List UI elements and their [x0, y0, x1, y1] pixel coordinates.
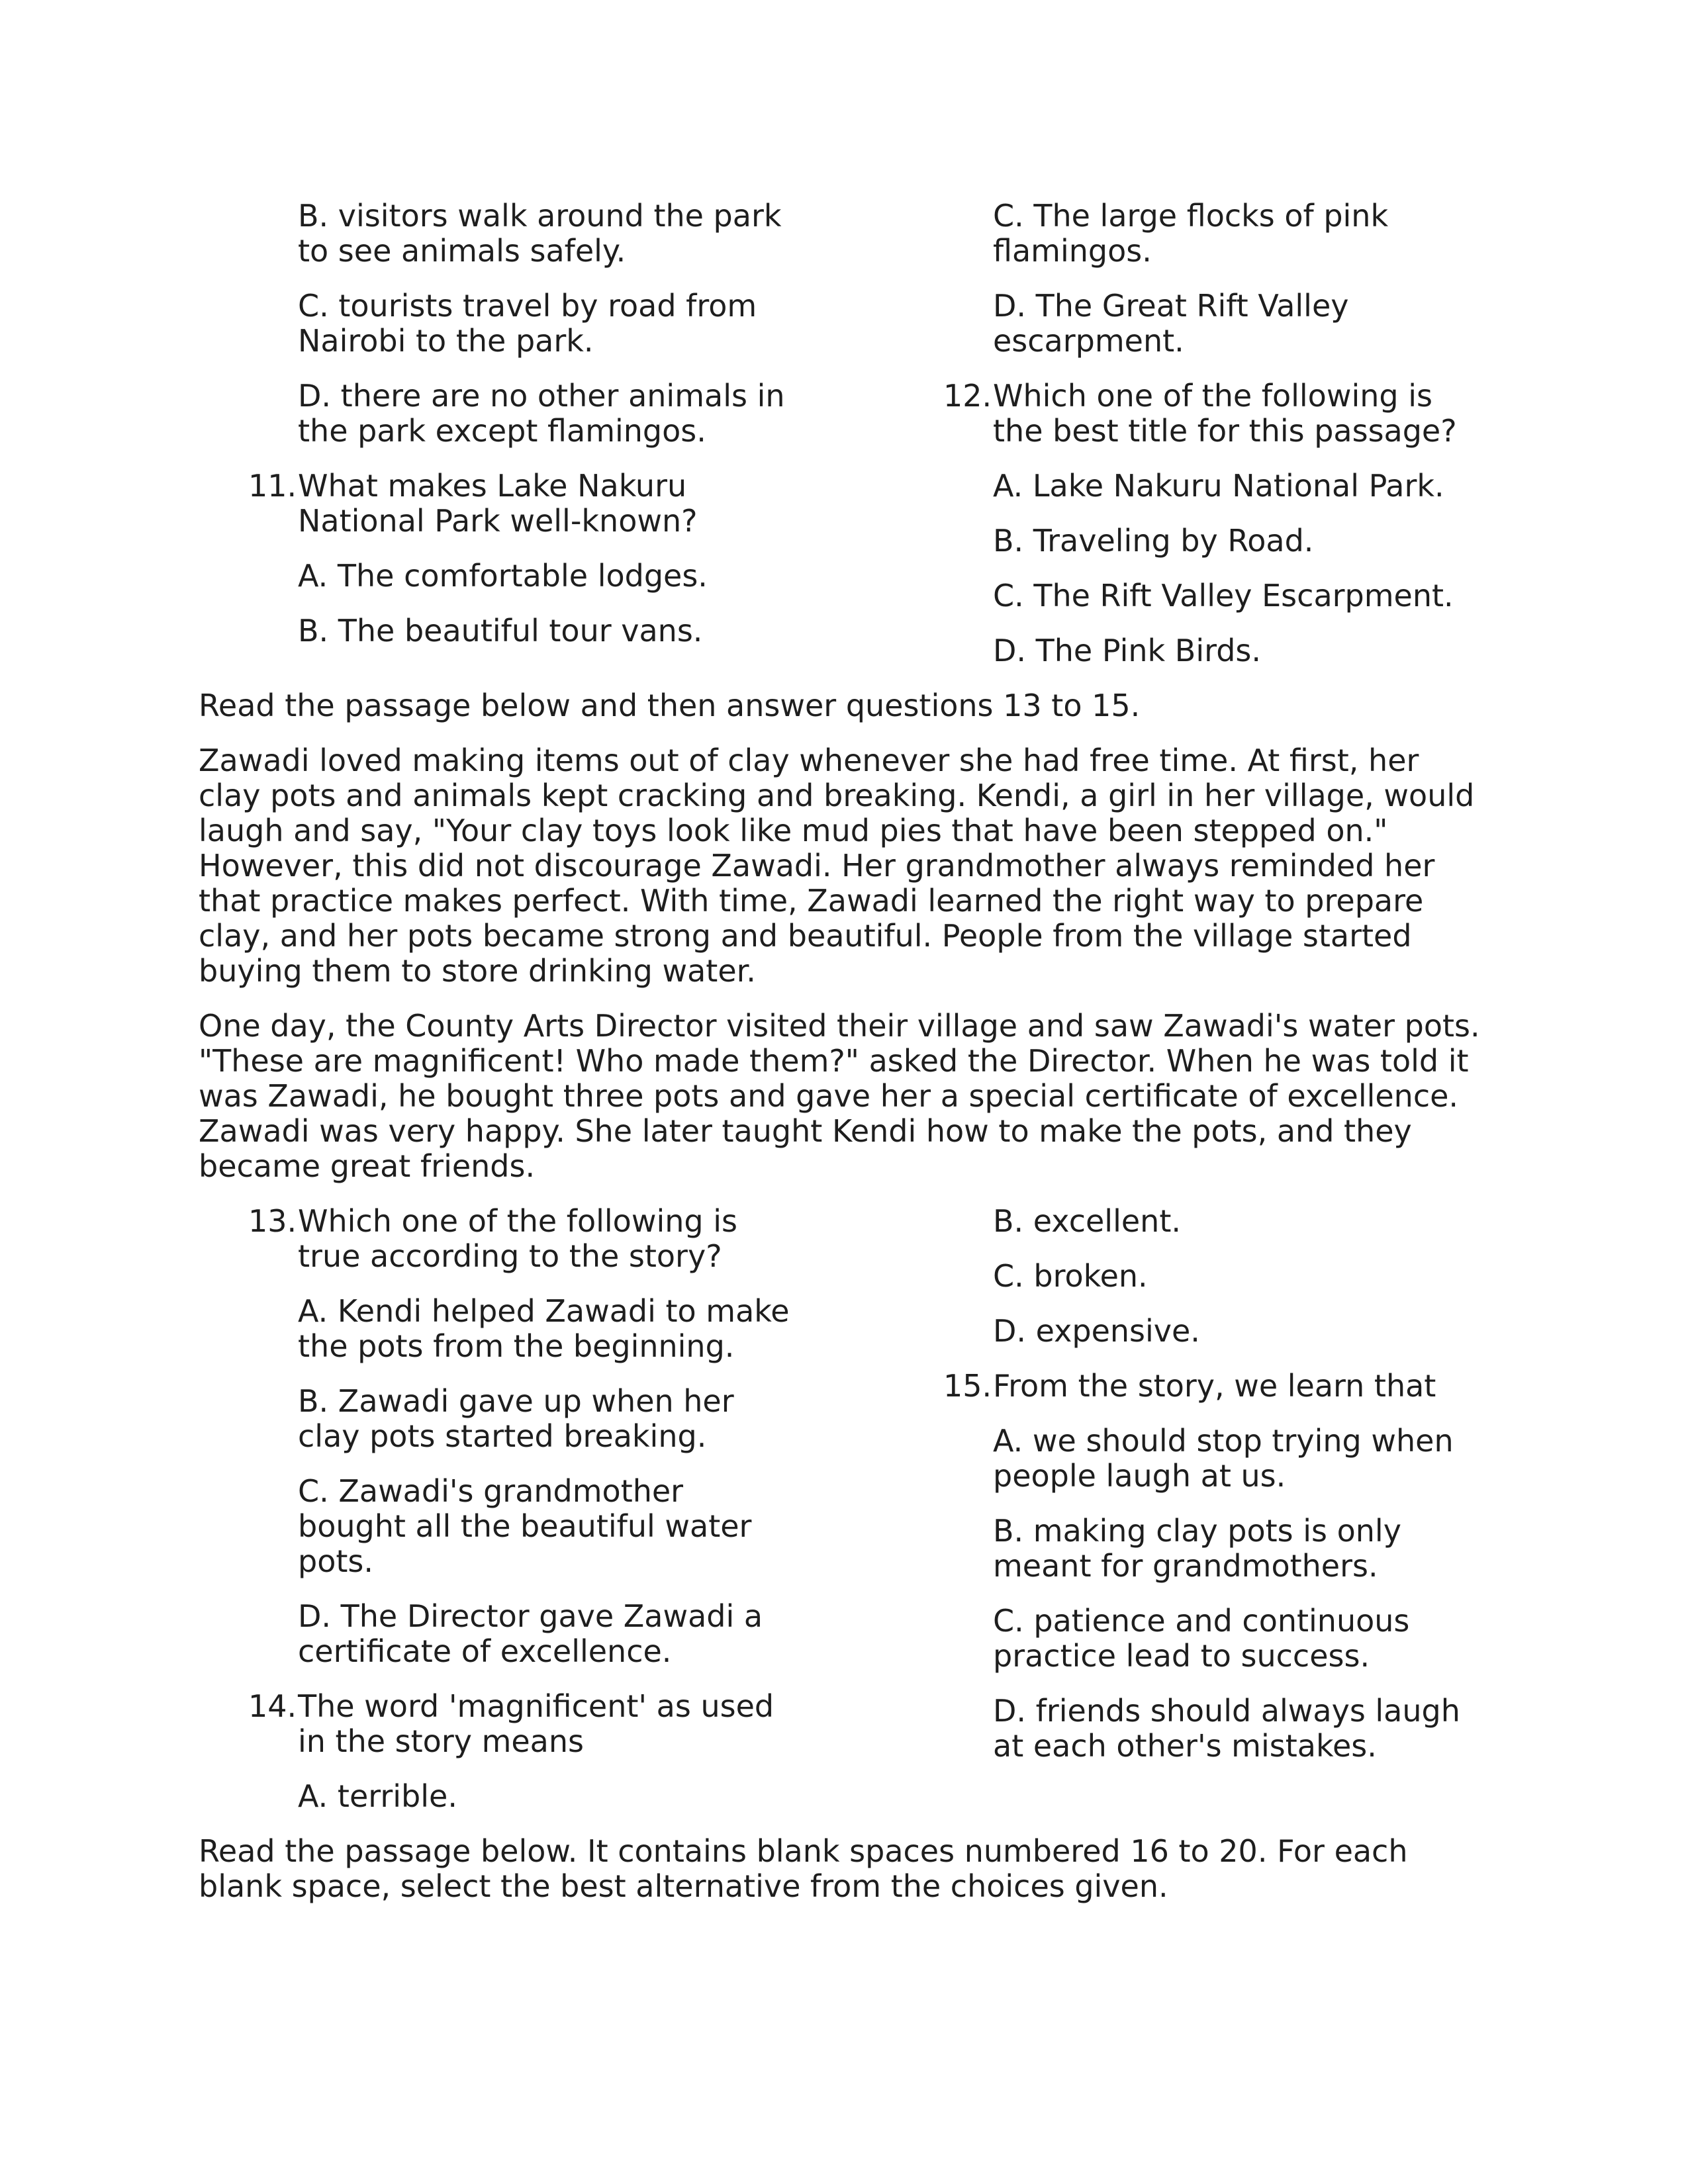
- q13-option-b: B. Zawadi gave up when her clay pots started breaking.: [298, 1383, 734, 1454]
- instruction-13-15: Read the passage below and then answer questions 13 to 15.: [199, 688, 1141, 723]
- q14-option-a: A. terrible.: [298, 1778, 457, 1814]
- q11-option-d: D. The Great Rift Valley escarpment.: [993, 288, 1349, 359]
- left-column: [199, 1204, 794, 1834]
- passage-paragraph-1: Zawadi loved making items out of clay whenever she had free time. At first, her clay pots and animals kept cracking and breaking. Kendi, a girl in her village, would laugh and say, "Your clay toys look like mud pies that have been stepped on." However, this did not discourage Zawadi. Her grandmother always reminded her that practice makes perfect. With time, Zawadi learned the right way to prepare clay, and her pots became strong and beautiful. People from the village started buying them to store drinking water.: [199, 743, 1475, 989]
- exam-page: [199, 199, 1489, 1924]
- question-number: 12.: [943, 378, 992, 414]
- question-11: [199, 469, 794, 539]
- q15-option-d: D. friends should always laugh at each other's mistakes.: [993, 1693, 1460, 1764]
- question-12: [894, 379, 1489, 449]
- q14-option-d: D. expensive.: [993, 1313, 1200, 1349]
- q15-option-c: C. patience and continuous practice lead to success.: [993, 1603, 1410, 1674]
- question-number: 13.: [248, 1203, 297, 1239]
- q13-option-c: C. Zawadi's grandmother bought all the beautiful water pots.: [298, 1473, 752, 1579]
- q12-option-b: B. Traveling by Road.: [993, 523, 1314, 559]
- question-text: From the story, we learn that: [993, 1368, 1436, 1404]
- question-14: [199, 1689, 794, 1759]
- right-column: [894, 199, 1489, 688]
- questions-10-12-columns: [199, 199, 1489, 688]
- q13-option-a: A. Kendi helped Zawadi to make the pots from the beginning.: [298, 1293, 790, 1364]
- q10-option-c: C. tourists travel by road from Nairobi to the park.: [298, 288, 757, 359]
- question-number: 15.: [943, 1368, 992, 1404]
- question-number: 11.: [248, 468, 297, 504]
- question-13: [199, 1204, 794, 1274]
- question-text: What makes Lake Nakuru National Park well-known?: [298, 468, 698, 539]
- q12-option-a: A. Lake Nakuru National Park.: [993, 468, 1444, 504]
- q15-option-b: B. making clay pots is only meant for grandmothers.: [993, 1513, 1401, 1584]
- q15-option-a: A. we should stop trying when people laugh at us.: [993, 1423, 1454, 1494]
- question-text: The word 'magnificent' as used in the story means: [298, 1688, 774, 1759]
- q11-option-b: B. The beautiful tour vans.: [298, 613, 703, 649]
- passage-paragraph-2: One day, the County Arts Director visited their village and saw Zawadi's water pots. "These are magnificent! Who made them?" asked the Director. When he was told it was Zawadi, he bought three pots and gave her a special certificate of excellence. Zawadi was very happy. She later taught Kendi how to make the pots, and they became great friends.: [199, 1008, 1480, 1184]
- left-column: [199, 199, 794, 688]
- questions-13-15-columns: [199, 1204, 1489, 1834]
- q11-option-a: A. The comfortable lodges.: [298, 558, 708, 594]
- q12-option-d: D. The Pink Birds.: [993, 633, 1261, 668]
- q14-option-b: B. excellent.: [993, 1203, 1181, 1239]
- instruction-16-20: Read the passage below. It contains blank spaces numbered 16 to 20. For each blank space, select the best alternative from the choices given.: [199, 1833, 1408, 1904]
- q12-option-c: C. The Rift Valley Escarpment.: [993, 578, 1454, 614]
- question-15: [894, 1369, 1489, 1404]
- right-column: [894, 1204, 1489, 1834]
- q10-option-b: B. visitors walk around the park to see animals safely.: [298, 198, 782, 269]
- q14-option-c: C. broken.: [993, 1258, 1148, 1294]
- question-text: Which one of the following is true according to the story?: [298, 1203, 737, 1274]
- q10-option-d: D. there are no other animals in the park except flamingos.: [298, 378, 785, 449]
- q11-option-c: C. The large flocks of pink flamingos.: [993, 198, 1389, 269]
- question-text: Which one of the following is the best title for this passage?: [993, 378, 1457, 449]
- question-number: 14.: [248, 1688, 297, 1724]
- q13-option-d: D. The Director gave Zawadi a certificate of excellence.: [298, 1598, 763, 1669]
